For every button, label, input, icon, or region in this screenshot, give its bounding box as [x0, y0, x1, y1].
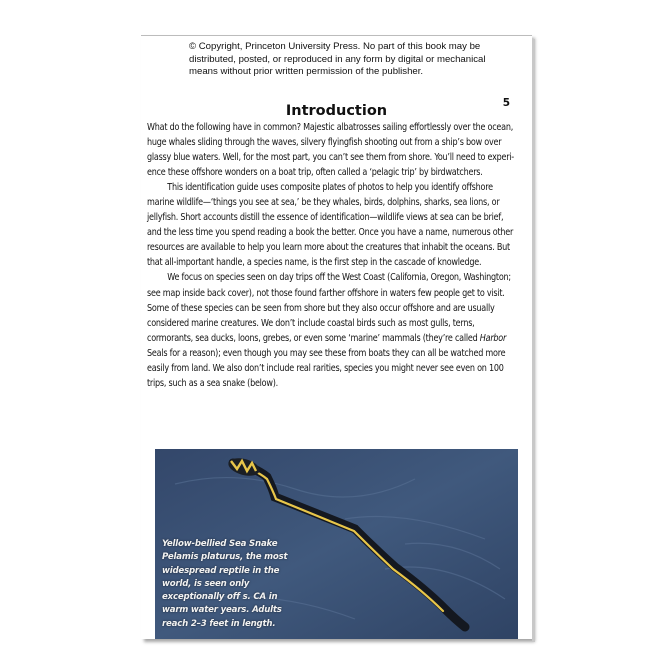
chapter-title: Introduction: [285, 103, 388, 119]
paragraph-3-italic: Harbor: [479, 332, 507, 344]
body-text: [147, 120, 515, 391]
photo-caption: Yellow-bellied Sea Snake Pelamis platurus, the most widespread reptile in the world, is seen only exceptionally off s. CA in warm water years. Adults reach 2–3 feet in length.: [162, 539, 288, 629]
paragraph-2: This identification guide uses composite plates of photos to help you identify offshore marine wildlife—‘things you see at sea,’ be they whales, birds, dolphins, sharks, sea lions, or jellyfish. Short accounts distill the essence of identification—wildlife views at sea can be brief, and the less time you spend reading a book the better. Once you have a name, numerous other resources are available to help you learn more about the creatures that inhabit the oceans. But that all-important handle, a species name, is the first step in the cascade of knowledge.: [147, 182, 514, 269]
sea-snake-photo: [155, 449, 518, 639]
paragraph-3-part-1: We focus on species seen on day trips off the West Coast (California, Oregon, Washington; see map inside back cover), not those found farther offshore in waters few people get to visit. Some of these species can be seen from shore but they also occur offshore and are usually considered marine creatures. We don’t include coastal birds such as most gulls, terns, cormorants, sea ducks, loons, grebes, or even some ‘marine’ mammals (they’re called: [147, 272, 511, 344]
paragraph-1: What do the following have in common? Majestic albatrosses sailing effortlessly over the ocean, huge whales sliding through the waves, silvery flyingfish shooting out from a ship’s bow over glassy blue waters. Well, for the most part, you can’t see them from shore. You’ll need to experi-ence these offshore wonders on a boat trip, often called a ‘pelagic trip’ by birdwatchers.: [147, 122, 514, 179]
paragraph-3-part-2: Seals for a reason); even though you may see these from boats they can all be watched more easily from land. We also don’t include real rarities, species you might never see even on 100 trips, such as a sea snake (below).: [147, 347, 506, 389]
paragraph-3: [147, 270, 515, 390]
book-page: [141, 35, 532, 639]
page-number: 5: [502, 97, 510, 109]
copyright-notice: © Copyright, Princeton University Press. No part of this book may be distributed, posted, or reproduced in any form by digital or mechanical means without prior written permission of the publisher.: [189, 41, 486, 78]
